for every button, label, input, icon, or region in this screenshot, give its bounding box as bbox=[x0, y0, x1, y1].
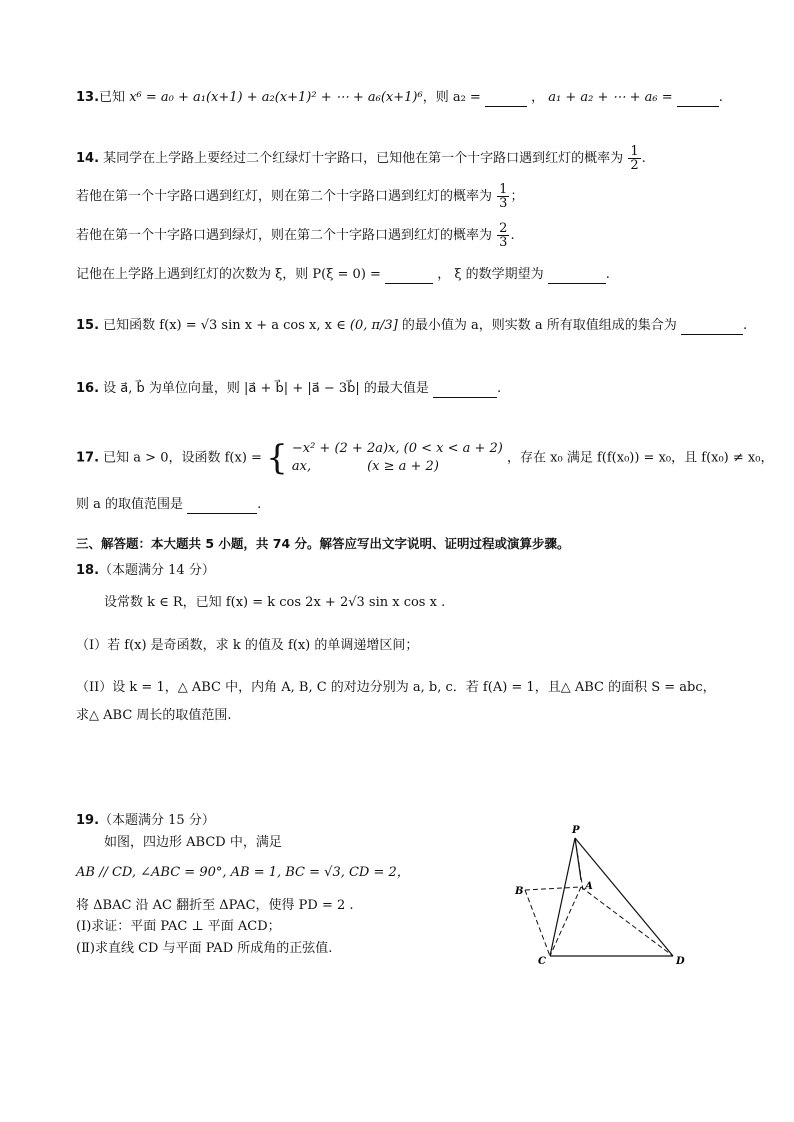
q19-text-1: 如图，四边形 ABCD 中，满足 bbox=[104, 835, 282, 850]
q18-part-2b: 求△ ABC 周长的取值范围. bbox=[76, 708, 232, 723]
edge-bc bbox=[525, 890, 550, 956]
label-p: P bbox=[572, 825, 580, 836]
q13-blank-1[interactable] bbox=[485, 92, 527, 107]
q15-text-a: 已知函数 f(x) = √3 sin x + a cos x, x ∈ bbox=[103, 318, 346, 333]
q16-end: . bbox=[497, 381, 502, 396]
q17-case-2: ax, (x ≥ a + 2) bbox=[291, 459, 439, 474]
q16-text: 设 a⃗, b⃗ 为单位向量，则 |a⃗ + b⃗| + |a⃗ − 3b⃗| 的最大值是 bbox=[103, 381, 429, 396]
q17-number: 17. bbox=[76, 450, 100, 466]
q16-line bbox=[76, 380, 501, 398]
q13-number: 13. bbox=[76, 90, 100, 105]
edge-pc bbox=[550, 838, 575, 956]
q18-number: 18. bbox=[76, 563, 100, 578]
q14-line-3 bbox=[76, 222, 515, 249]
q17-line-2 bbox=[76, 496, 261, 514]
q14-end-1: . bbox=[641, 151, 646, 166]
q14-blank-2[interactable] bbox=[548, 269, 606, 284]
q14-line-4 bbox=[76, 266, 610, 284]
q13-blank-2[interactable] bbox=[677, 92, 719, 107]
q19-text-2: AB // CD, ∠ABC = 90°, AB = 1, BC = √3, CD = 2， bbox=[76, 865, 410, 880]
q14-text-4b: ， ξ 的数学期望为 bbox=[437, 267, 544, 282]
q13-end: . bbox=[718, 90, 723, 105]
q15-text-b: 的最小值为 a，则实数 a 所有取值组成的集合为 bbox=[401, 318, 677, 333]
q14-line-2 bbox=[76, 183, 523, 210]
q17-text-b: ，存在 x₀ 满足 f(f(x₀)) = x₀，且 f(x₀) ≠ x₀， bbox=[507, 450, 774, 466]
q18-score: （本题满分 14 分） bbox=[99, 563, 215, 578]
q14-end-3: . bbox=[510, 228, 515, 243]
q17-end: . bbox=[257, 497, 262, 512]
q15-number: 15. bbox=[76, 318, 100, 333]
edge-ba bbox=[525, 887, 581, 890]
q16-blank[interactable] bbox=[433, 383, 497, 398]
q17-text-2: 则 a 的取值范围是 bbox=[76, 497, 184, 512]
q14-end-2: ； bbox=[510, 189, 524, 204]
q18-stem: 设常数 k ∈ R，已知 f(x) = k cos 2x + 2√3 sin x cos x . bbox=[104, 595, 446, 610]
q17-blank[interactable] bbox=[187, 499, 257, 514]
q14-text-3: 若他在第一个十字路口遇到绿灯，则在第二个十字路口遇到红灯的概率为 bbox=[76, 228, 493, 243]
q14-text-1: 某同学在上学路上要经过二个红绿灯十字路口，已知他在第一个十字路口遇到红灯的概率为 bbox=[103, 151, 624, 166]
q13-mid: ，则 a₂ = bbox=[422, 90, 481, 105]
q19-number: 19. bbox=[76, 813, 100, 828]
q13-formula: x⁶ = a₀ + a₁(x+1) + a₂(x+1)² + ⋯ + a₆(x+1)⁶ bbox=[129, 90, 423, 105]
q17-cases bbox=[292, 440, 503, 476]
q13-prefix: 已知 bbox=[99, 90, 126, 105]
q13-sum: a₁ + a₂ + ⋯ + a₆ = bbox=[548, 90, 673, 105]
q16-number: 16. bbox=[76, 381, 100, 396]
q18-header bbox=[76, 562, 215, 580]
q14-blank-1[interactable] bbox=[385, 269, 433, 284]
q14-number: 14. bbox=[76, 151, 100, 166]
q17-case-1: −x² + (2 + 2a)x, (0 < x < a + 2) bbox=[291, 441, 503, 456]
q14-fraction-3: $\frac{2}{3}$ bbox=[499, 221, 508, 250]
q15-blank[interactable] bbox=[681, 320, 743, 335]
q15-interval: (0, π/3] bbox=[349, 318, 398, 333]
section-3-heading: 三、解答题：本大题共 5 小题，共 74 分。解答应写出文字说明、证明过程或演算步骤。 bbox=[76, 536, 570, 551]
q14-fraction-2: $\frac{1}{3}$ bbox=[499, 182, 508, 211]
q19-score: （本题满分 15 分） bbox=[99, 813, 215, 828]
q14-text-4a: 记他在上学路上遇到红灯的次数为 ξ，则 P(ξ = 0) = bbox=[76, 267, 381, 282]
q15-line bbox=[76, 317, 747, 335]
q14-fraction-1: $\frac{1}{2}$ bbox=[630, 144, 639, 173]
q19-header bbox=[76, 812, 215, 830]
q18-part-2: （II）设 k = 1，△ ABC 中，内角 A, B, C 的对边分别为 a, b, c．若 f(A) = 1，且△ ABC 的面积 S = abc， bbox=[76, 680, 716, 695]
q15-end: . bbox=[742, 318, 748, 333]
q13-line bbox=[76, 89, 723, 107]
label-d: D bbox=[676, 956, 685, 967]
q17-text-a: 已知 a > 0，设函数 f(x) = bbox=[103, 450, 262, 466]
q19-text-5: (Ⅱ)求直线 CD 与平面 PAD 所成角的正弦值. bbox=[76, 941, 333, 956]
q17-line-1 bbox=[76, 440, 773, 476]
edge-pd bbox=[575, 838, 673, 956]
q14-end-4: . bbox=[605, 267, 610, 282]
q18-part-1: （I）若 f(x) 是奇函数，求 k 的值及 f(x) 的单调递增区间； bbox=[76, 638, 419, 653]
q14-text-2: 若他在第一个十字路口遇到红灯，则在第二个十字路口遇到红灯的概率为 bbox=[76, 189, 493, 204]
q19-text-3: 将 ΔBAC 沿 AC 翻折至 ΔPAC，使得 PD = 2 . bbox=[76, 898, 354, 913]
label-c: C bbox=[538, 956, 546, 967]
q19-text-4: (Ⅰ)求证：平面 PAC ⊥ 平面 ACD； bbox=[76, 919, 281, 934]
label-b: B bbox=[515, 886, 524, 897]
edge-ad bbox=[581, 887, 673, 956]
q14-line-1 bbox=[76, 145, 646, 172]
edge-ac bbox=[550, 887, 581, 956]
label-a: A bbox=[585, 881, 593, 892]
q19-figure bbox=[505, 818, 695, 968]
q17-brace: { bbox=[266, 438, 288, 478]
q13-sep: ， bbox=[531, 90, 545, 105]
